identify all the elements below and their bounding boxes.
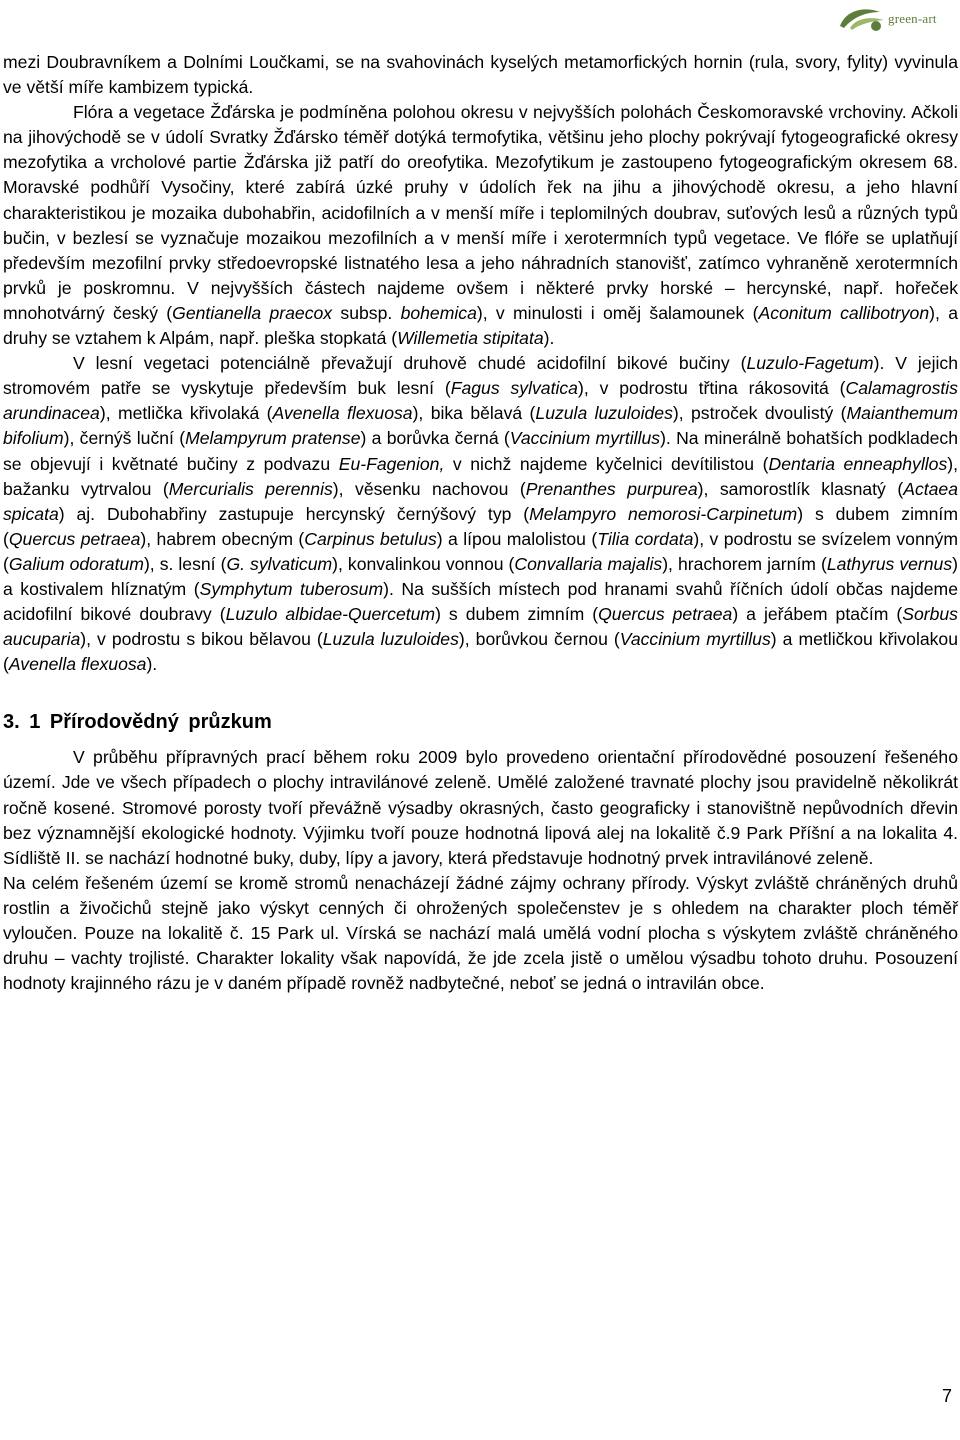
paragraph: V průběhu přípravných prací během roku 2009 bylo provedeno orientační přírodovědné posouzení řešeného území. Jde ve všech případech o plochy intravilánové zeleně. Umělé založené travnaté plochy jsou pravidelně několikrát ročně kosené. Stromové porosty tvoří převážně výsadby okrasných, často geograficky i stanovištně nepůvodních dřevin bez významnější ekologické hodnoty. Výjimku tvoří pouze hodnotná lipová alej na lokalitě č.9 Park Příšní a na lokalita 4. Sídliště II. se nachází hodnotné buky, duby, lípy a javory, která představuje hodnotný prvek intravilánové zeleně.	[3, 747, 958, 868]
logo-text: green-art	[888, 11, 937, 26]
section-gap	[3, 677, 958, 702]
survey-section	[3, 745, 958, 996]
section-heading: 3. 1 Přírodovědný průzkum	[3, 711, 272, 734]
page-number: 7	[941, 1386, 952, 1406]
paragraph: Flóra a vegetace Žďárska je podmíněna polohou okresu v nejvyšších polohách Českomoravské vrchoviny. Ačkoli na jihovýchodě se v údolí Svratky Žďársko téměř dotýká termofytika, většinu jeho plochy pokrývají fytogeografické okresy mezofytika a vrcholové partie Žďárska již patří do oreofytika. Mezofytikum je zastoupeno fytogeografickým okresem 68. Moravské podhůří Vysočiny, které zabírá úzké pruhy v údolích řek na jihu a jihovýchodě okresu, a jeho hlavní charakteristikou je mozaika dubohabřin, acidofilních a v menší míře i teplomilných doubrav, suťových lesů a různých typů bučin, v bezlesí se vyznačuje mozaikou mezofilních a v menší míře i xerotermních typů vegetace. Ve flóře se uplatňují především mezofilní prvky středoevropské listnatého lesa a jeho náhradních stanovišť, zatímco vyhraněně xerotermních prvků je poskromnu. V nejvyšších částech najdeme ovšem i některé prvky horské – hercynské, např. hořeček mnohotvárný český (Gentianella praecox subsp. bohemica), v minulosti i oměj šalamounek (Aconitum callibotryon), a druhy se vztahem k Alpám, např. pleška stopkatá (Willemetia stipitata).	[3, 102, 958, 349]
paragraph: Na celém řešeném území se kromě stromů nenacházejí žádné zájmy ochrany přírody. Výskyt zvláště chráněných druhů rostlin a živočichů stejně jako výskyt cenných či ohrožených společenstev je s ohledem na charakter ploch téměř vyloučen. Pouze na lokalitě č. 15 Park ul. Vírská se nachází malá umělá vodní plocha s výskytem zvláště chráněného druhu – vachty trojlisté. Charakter lokality však napovídá, že jde zcela jistě o umělou výsadbu tohoto druhu. Posouzení hodnoty krajinného rázu je v daném případě rovněž nadbytečné, neboť se jedná o intravilán obce.	[3, 872, 958, 994]
green-art-logo	[836, 4, 954, 34]
document-body	[3, 50, 958, 996]
flora-section	[3, 50, 958, 677]
paragraph: V lesní vegetaci potenciálně převažují druhově chudé acidofilní bikové bučiny (Luzulo-Fagetum). V jejich stromovém patře se vyskytuje především buk lesní (Fagus sylvatica), v podrostu třtina rákosovitá (Calamagrostis arundinacea), metlička křivolaká (Avenella flexuosa), bika bělavá (Luzula luzuloides), pstroček dvoulistý (Maianthemum bifolium), černýš luční (Melampyrum pratense) a borůvka černá (Vaccinium myrtillus). Na minerálně bohatších podkladech se objevují i květnaté bučiny z podvazu Eu-Fagenion, v nichž najdeme kyčelnici devítilistou (Dentaria enneaphyllos), bažanku vytrvalou (Mercurialis perennis), věsenku nachovou (Prenanthes purpurea), samorostlík klasnatý (Actaea spicata) aj. Dubohabřiny zastupuje hercynský černýšový typ (Melampyro nemorosi-Carpinetum) s dubem zimním (Quercus petraea), habrem obecným (Carpinus betulus) a lípou malolistou (Tilia cordata), v podrostu se svízelem vonným (Galium odoratum), s. lesní (G. sylvaticum), konvalinkou vonnou (Convallaria majalis), hrachorem jarním (Lathyrus vernus) a kostivalem hlíznatým (Symphytum tuberosum). Na sušších místech pod hranami svahů říčních údolí občas najdeme acidofilní bikové doubravy (Luzulo albidae-Quercetum) s dubem zimním (Quercus petraea) a jeřábem ptačím (Sorbus aucuparia), v podrostu s bikou bělavou (Luzula luzuloides), borůvkou černou (Vaccinium myrtillus) a metličkou křivolakou (Avenella flexuosa).	[3, 353, 959, 675]
paragraph: mezi Doubravníkem a Dolními Loučkami, se na svahovinách kyselých metamorfických hornin (rula, svory, fylity) vyvinula ve větší míře kambizem typická.	[3, 52, 958, 98]
leaf-icon	[836, 4, 890, 34]
